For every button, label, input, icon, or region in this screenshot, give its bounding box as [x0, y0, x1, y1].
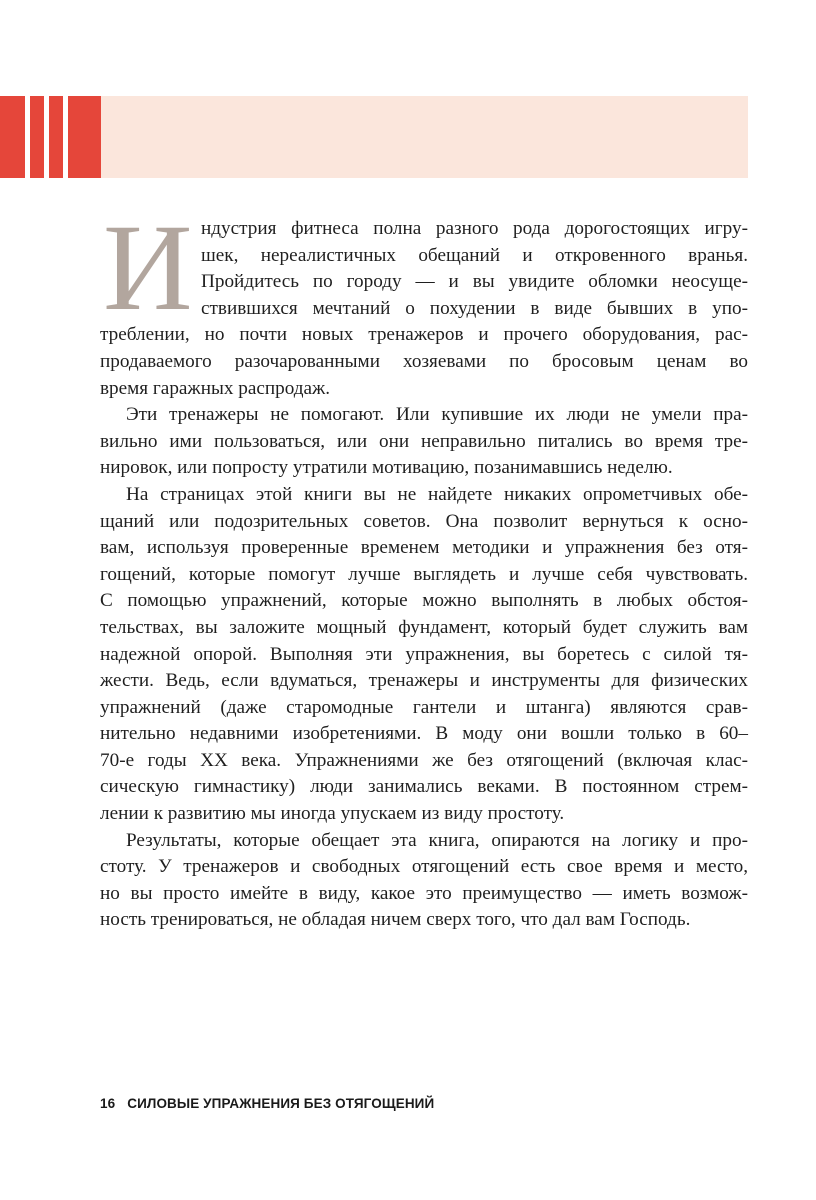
text-line: С помощью упражнений, которые можно выполнять в любых обстоя- [100, 590, 748, 612]
text-line: продаваемого разочарованными хозяевами по бросовым ценам во [100, 350, 748, 372]
text-line: сическую гимнастику) люди занимались веками. В постоянном стрем- [100, 776, 748, 798]
red-stripe-block [0, 96, 101, 178]
page-number: 16 [100, 1096, 116, 1111]
running-title: СИЛОВЫЕ УПРАЖНЕНИЯ БЕЗ ОТЯГОЩЕНИЙ [127, 1096, 435, 1111]
text-line: На страницах этой книги вы не найдете никаких опрометчивых обе- [126, 483, 748, 505]
body-text [100, 199, 748, 934]
text-line: вам, используя проверенные временем методики и упражнения без отя- [100, 537, 748, 559]
text-line: жести. Ведь, если вдуматься, тренажеры и инструменты для физических [100, 670, 748, 692]
text-line: нительно недавними изобретениями. В моду они вошли только в 60– [100, 723, 748, 745]
text-line: надежной опорой. Выполняя эти упражнения, вы боретесь с силой тя- [100, 643, 748, 665]
text-line: Пройдитесь по городу — и вы увидите обломки неосуще- [201, 271, 748, 293]
text-line: ндустрия фитнеса полна разного рода дорогостоящих игру- [201, 218, 748, 239]
page-footer [100, 1096, 434, 1111]
text-line: лении к развитию мы иногда упускаем из виду простоту. [100, 803, 565, 825]
text-line: нировок, или попросту утратили мотивацию, позанимавшись неделю. [100, 457, 673, 479]
text-line: ствившихся мечтаний о похудении в виде бывших в упо- [201, 297, 748, 319]
text-line: Эти тренажеры не помогают. Или купившие их люди не умели пра- [126, 404, 748, 426]
text-line: щаний или подозрительных советов. Она позволит вернуться к осно- [100, 510, 748, 532]
text-line: время гаражных распродаж. [100, 377, 331, 399]
drop-cap: И [103, 199, 193, 336]
text-line: шек, нереалистичных обещаний и откровенного вранья. [201, 244, 748, 266]
text-line: 70-е годы XX века. Упражнениями же без отягощений (включая клас- [100, 749, 748, 771]
text-line: упражнений (даже старомодные гантели и штанга) являются срав- [100, 696, 748, 718]
text-line: тельствах, вы заложите мощный фундамент, который будет служить вам [100, 616, 748, 638]
text-line: но вы просто имейте в виду, какое это преимущество — иметь возмож- [100, 882, 748, 904]
text-line: ность тренироваться, не обладая ничем сверх того, что дал вам Господь. [100, 909, 691, 931]
header-pink-band [101, 96, 748, 178]
text-line: треблении, но почти новых тренажеров и прочего оборудования, рас- [100, 324, 748, 346]
chapter-header-band [0, 96, 748, 178]
text-line: стоту. У тренажеров и свободных отягощений есть свое время и место, [100, 856, 748, 878]
text-line: Результаты, которые обещает эта книга, опираются на логику и про- [126, 829, 748, 851]
text-line: гощений, которые помогут лучше выглядеть и лучше себя чувствовать. [100, 563, 748, 585]
text-line: вильно ими пользоваться, или они неправильно питались во время тре- [100, 430, 748, 452]
